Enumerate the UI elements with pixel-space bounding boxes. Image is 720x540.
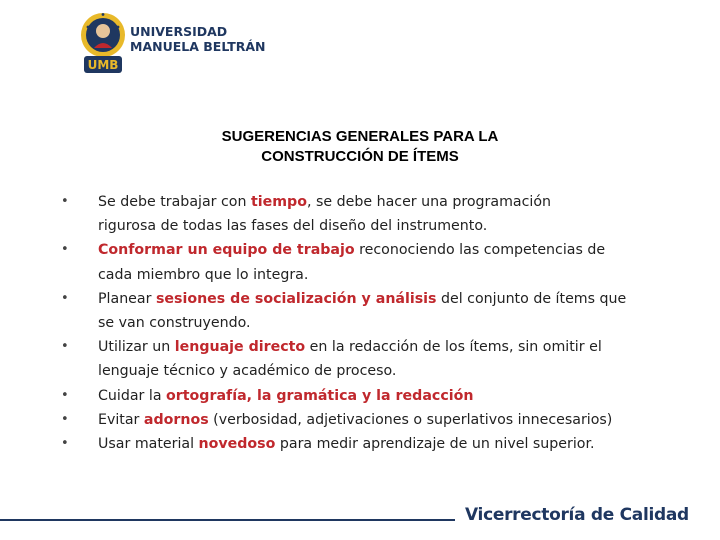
item-continuation: cada miembro que lo integra. <box>98 266 309 283</box>
bullet-icon: • <box>61 242 69 258</box>
item-highlight: tiempo <box>250 194 307 210</box>
suggestion-list <box>40 190 690 456</box>
list-item <box>40 287 690 335</box>
list-item <box>40 432 690 456</box>
bullet-icon: • <box>61 436 69 452</box>
bullet-icon: • <box>61 387 69 403</box>
university-name-line1: UNIVERSIDAD <box>130 24 228 39</box>
list-item <box>40 190 690 238</box>
bullet-icon: • <box>61 339 69 355</box>
item-text: reconociendo las competencias de <box>354 242 606 259</box>
title-line1: SUGERENCIAS GENERALES PARA LA <box>221 128 499 145</box>
list-item <box>40 335 690 383</box>
bullet-icon: • <box>61 290 69 306</box>
item-text: Planear <box>98 290 156 307</box>
item-highlight: novedoso <box>198 436 276 453</box>
list-item <box>40 408 690 432</box>
seal-text: UMB <box>87 58 119 72</box>
item-highlight: ortografía, la gramática y la redacción <box>166 387 474 404</box>
list-item <box>40 238 690 286</box>
university-logo <box>80 10 266 82</box>
item-text: , se debe hacer una programación <box>306 194 551 210</box>
item-text: Usar material <box>98 436 199 453</box>
item-continuation: rigurosa de todas las fases del diseño del instrumento. <box>98 218 488 235</box>
item-text: (verbosidad, adjetivaciones o superlativos innecesarios) <box>208 411 613 428</box>
footer-label: Vicerrectoría de Calidad <box>465 505 689 525</box>
item-text: para medir aprendizaje de un nivel superior. <box>275 436 595 453</box>
item-text: Evitar <box>98 411 144 428</box>
umb-seal-icon <box>80 10 126 76</box>
item-highlight: sesiones de socialización y análisis <box>155 290 437 307</box>
university-name-line2: MANUELA BELTRÁN <box>130 39 266 54</box>
item-text: en la redacción de los ítems, sin omitir el <box>305 339 602 356</box>
item-highlight: adornos <box>143 411 209 428</box>
item-text: del conjunto de ítems que <box>436 290 627 307</box>
item-highlight: Conformar un equipo de trabajo <box>98 242 355 259</box>
footer-divider <box>0 519 455 521</box>
page-title <box>140 127 580 167</box>
item-text: Cuidar la <box>98 387 167 404</box>
title-line2: CONSTRUCCIÓN DE ÍTEMS <box>261 148 459 165</box>
item-continuation: se van construyendo. <box>98 315 251 332</box>
item-continuation: lenguaje técnico y académico de proceso. <box>98 363 397 380</box>
bullet-icon: • <box>61 194 69 209</box>
item-text: Utilizar un <box>98 339 175 356</box>
bullet-icon: • <box>61 411 69 427</box>
list-item <box>40 384 690 408</box>
university-name <box>130 24 266 54</box>
item-text: Se debe trabajar con <box>98 194 251 210</box>
item-highlight: lenguaje directo <box>174 339 306 356</box>
